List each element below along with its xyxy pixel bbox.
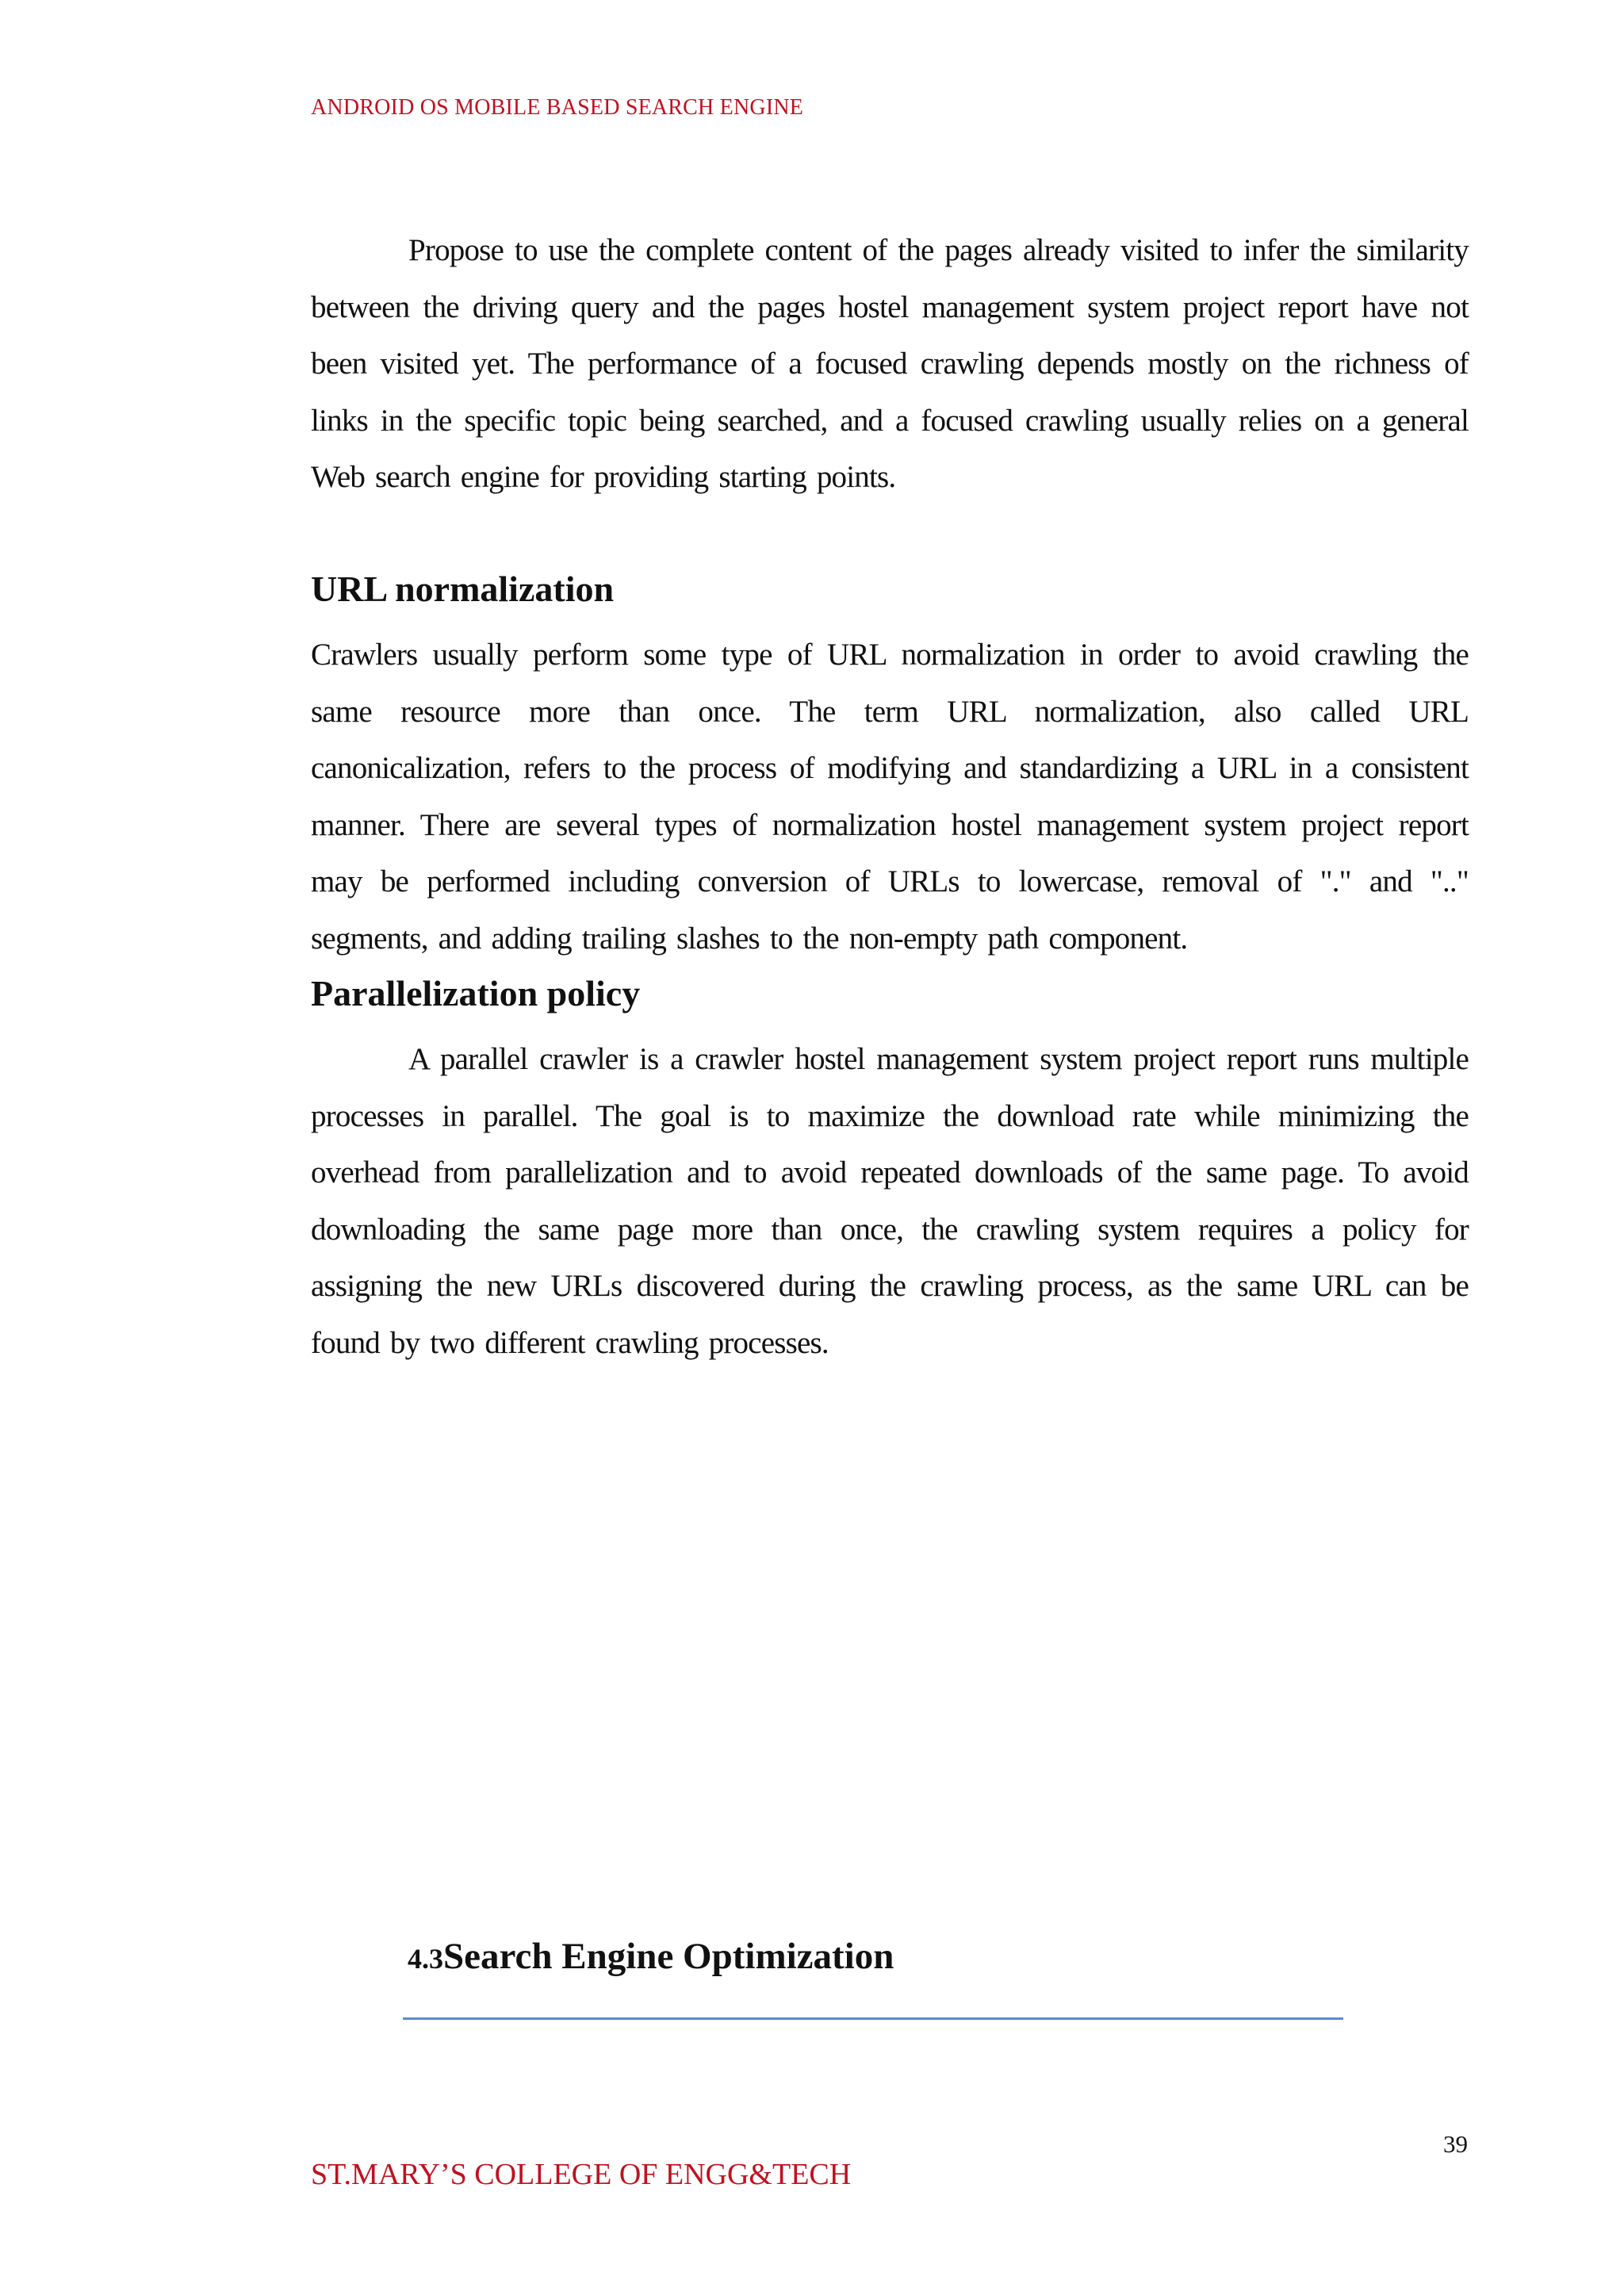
subsection-heading [408,1935,894,1978]
subsection-underline-rule [403,2017,1343,2020]
intro-paragraph: Propose to use the complete content of the pages already visited to infer the similarity between the driving query and the pages hostel management system project report have not been visited yet. The performance of a focused crawling depends mostly on the richness of links in the specific topic being searched, and a focused crawling usually relies on a general Web search engine for providing starting points. [311,233,1469,494]
subsection-number: 4.3 [408,1943,443,1975]
page-number: 39 [1443,2130,1468,2158]
parallelization-policy-paragraph: A parallel crawler is a crawler hostel management system project report runs multiple processes in parallel. The goal is to maximize the download rate while minimizing the overhead from parallelization and to avoid repeated downloads of the same page. To avoid downloading the same page more than once, the crawling system requires a policy for assigning the new URLs discovered during the crawling process, as the same URL can be found by two different crawling processes. [311,1042,1469,1360]
url-normalization-paragraph: Crawlers usually perform some type of URL normalization in order to avoid crawling the same resource more than once. The term URL normalization, also called URL canonicalization, refers to the process of modifying and standardizing a URL in a consistent manner. There are several types of normalization hostel management system project report may be performed including conversion of URLs to lowercase, removal of "." and ".." segments, and adding trailing slashes to the non-empty path component. [311,638,1469,956]
url-normalization-heading: URL normalization [311,569,615,609]
running-footer: ST.MARY’S COLLEGE OF ENGG&TECH [311,2158,852,2191]
parallelization-policy-heading: Parallelization policy [311,973,641,1013]
running-header: ANDROID OS MOBILE BASED SEARCH ENGINE [311,95,804,120]
subsection-title: Search Engine Optimization [443,1936,894,1977]
